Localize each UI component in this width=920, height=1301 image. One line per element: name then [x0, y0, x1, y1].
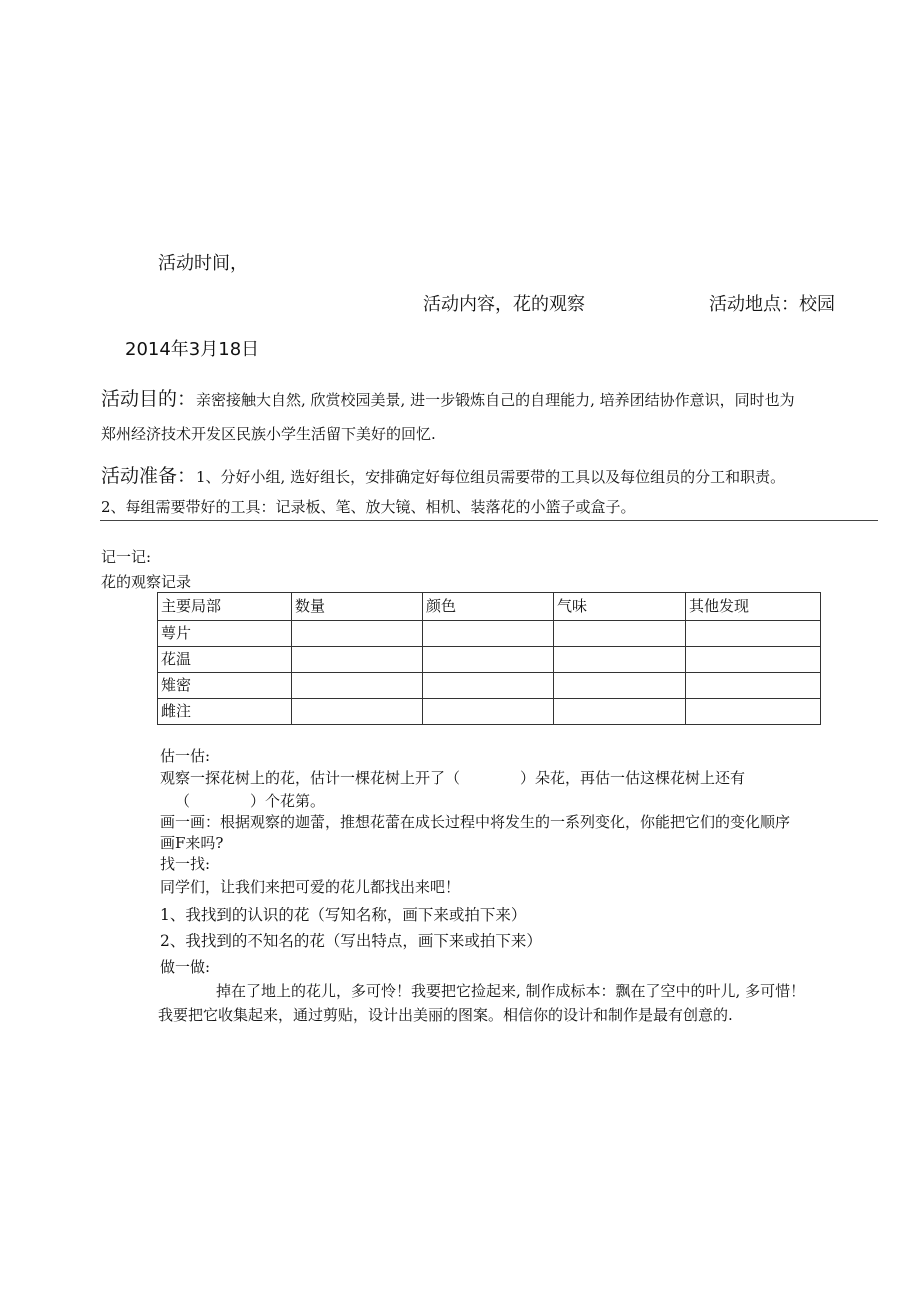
table-cell: 雉密 — [158, 673, 292, 699]
table-cell[interactable] — [554, 621, 686, 647]
table-header-cell: 气味 — [554, 593, 686, 621]
find-item-2: 2、我找到的不知名的花（写出特点，画下来或拍下来） — [160, 932, 542, 950]
make-line-2: 我要把它收集起来，通过剪贴，设计出美丽的图案。相信你的设计和制作是最有创意的. — [158, 1006, 733, 1024]
purpose-label: 活动目的： — [101, 388, 197, 410]
activity-time-label: 活动时间， — [158, 253, 248, 274]
table-cell[interactable] — [686, 647, 821, 673]
prep-label: 活动准备： — [101, 465, 197, 487]
activity-content-label: 活动内容，花的观察 — [423, 294, 585, 315]
observation-table — [157, 592, 821, 725]
table-cell[interactable] — [423, 621, 554, 647]
purpose-paragraph — [101, 384, 795, 411]
prep-item-1: 1、分好小组, 选好组长，安排确定好每位组员需要带的工具以及每位组员的分工和职责。 — [196, 468, 786, 486]
table-cell[interactable] — [292, 699, 423, 725]
find-heading: 找一找: — [160, 855, 211, 873]
table-cell[interactable] — [686, 673, 821, 699]
table-header-cell: 其他发现 — [686, 593, 821, 621]
draw-line-1: 画一画：根据观察的迦蕾，推想花蕾在成长过程中将发生的一系列变化，你能把它们的变化顺序 — [160, 813, 791, 831]
table-cell[interactable] — [423, 673, 554, 699]
table-header-cell: 颜色 — [423, 593, 554, 621]
table-cell[interactable] — [423, 699, 554, 725]
table-cell[interactable] — [292, 647, 423, 673]
table-cell: 雌注 — [158, 699, 292, 725]
table-cell[interactable] — [554, 699, 686, 725]
table-cell[interactable] — [554, 673, 686, 699]
purpose-text-continued: 郑州经济技术开发区民族小学生活留下美好的回忆. — [101, 425, 436, 443]
table-cell[interactable] — [554, 647, 686, 673]
section-divider — [100, 520, 878, 521]
purpose-text: 亲密接触大自然, 欣赏校园美景, 进一步锻炼自己的自理能力, 培养团结协作意识，同时也为 — [196, 391, 795, 409]
table-cell[interactable] — [686, 621, 821, 647]
activity-date: 2014年3月18日 — [125, 339, 260, 360]
make-line-1: 掉在了地上的花儿，多可怜！我要把它捡起来, 制作成标本：飘在了空中的叶儿, 多可惜！ — [216, 982, 806, 1000]
record-heading: 记一记: — [101, 548, 152, 566]
table-cell: 花温 — [158, 647, 292, 673]
find-intro: 同学们，让我们来把可爱的花儿都找出来吧！ — [160, 878, 461, 896]
draw-line-2: 画F来吗? — [160, 834, 224, 852]
table-cell: 萼片 — [158, 621, 292, 647]
table-cell[interactable] — [292, 673, 423, 699]
estimate-line-2: （ ）个花第。 — [175, 792, 326, 810]
table-cell[interactable] — [686, 699, 821, 725]
record-table-title: 花的观察记录 — [101, 573, 192, 591]
table-row — [158, 673, 821, 699]
estimate-heading: 估一估: — [160, 747, 211, 765]
table-header-row — [158, 593, 821, 621]
table-cell[interactable] — [423, 647, 554, 673]
make-heading: 做一做: — [160, 958, 211, 976]
table-row — [158, 621, 821, 647]
prep-paragraph — [101, 461, 785, 488]
table-header-cell: 数量 — [292, 593, 423, 621]
activity-place-label: 活动地点：校园 — [709, 294, 835, 315]
prep-item-2: 2、每组需要带好的工具：记录板、笔、放大镜、相机、装落花的小篮子或盒子。 — [101, 498, 636, 516]
table-row — [158, 699, 821, 725]
find-item-1: 1、我找到的认识的花（写知名称，画下来或拍下来） — [160, 906, 527, 924]
table-header-cell: 主要局部 — [158, 593, 292, 621]
table-row — [158, 647, 821, 673]
table-cell[interactable] — [292, 621, 423, 647]
estimate-line-1: 观察一探花树上的花，估计一棵花树上开了（ ）朵花，再估一估这棵花树上还有 — [160, 769, 746, 787]
